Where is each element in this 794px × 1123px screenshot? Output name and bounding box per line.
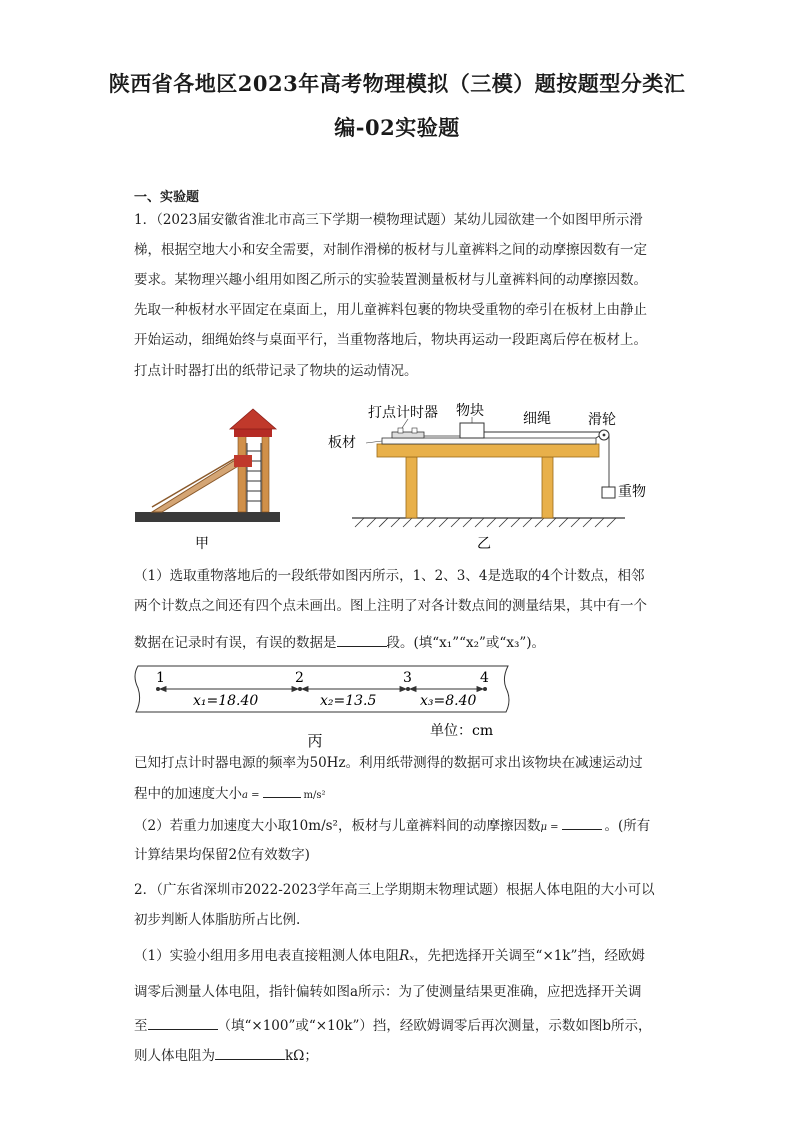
slide-ramp <box>152 457 240 512</box>
tape-unit: 单位：cm <box>430 723 494 739</box>
q1-line-1: 1．（2023届安徽省淮北市高三下学期一模物理试题）某幼儿园欲建一个如图甲所示滑 <box>134 212 643 228</box>
hanging-weight <box>602 487 615 498</box>
accel-symbol: a = <box>242 790 260 801</box>
tape-label-3: 3 <box>403 670 412 686</box>
label-timer: 打点计时器 <box>368 405 438 421</box>
tower-roof <box>230 409 276 429</box>
q1-part1-line3-text: 数据在记录时有误，有误的数据是 <box>134 635 337 651</box>
q2-line4-a: 则人体电阻为 <box>134 1048 215 1064</box>
q2-part1-text: （1）实验小组用多用电表直接粗测人体电阻 <box>134 948 400 964</box>
label-weight: 重物 <box>618 484 646 500</box>
fig-yi-caption: 乙 <box>477 536 491 552</box>
q1-frequency-line: 已知打点计时器电源的频率为50Hz。利用纸带测得的数据可求出该物块在减速运动过 <box>134 755 643 771</box>
fig-jia-caption: 甲 <box>195 536 209 552</box>
q1-part2-line <box>134 815 664 838</box>
answer-blank-acceleration[interactable] <box>263 783 301 798</box>
q1-line-4: 先取一种板材水平固定在桌面上，用儿童裤料包裹的物块受重物的牵引在板材上由静止 <box>134 302 647 318</box>
answer-blank-wrong-segment[interactable] <box>337 632 387 647</box>
accel-text: 程中的加速度大小 <box>134 786 242 802</box>
tape-caption: 丙 <box>307 732 323 750</box>
label-rope: 细绳 <box>523 411 551 427</box>
answer-blank-resistance[interactable] <box>215 1045 285 1060</box>
q1-part2-line-2: 计算结果均保留2位有效数字) <box>134 847 310 863</box>
ladder <box>247 443 261 512</box>
label-board: 板材 <box>328 435 356 451</box>
slide-figure <box>135 409 280 522</box>
q1-part1-line-3 <box>134 632 664 653</box>
q2-part1-tail: ，先把选择开关调至“×1k”挡，经欧姆 <box>414 948 645 964</box>
q1-part1-line3-tail: 段。(填“x₁”“x₂”或“x₃”)。 <box>386 635 546 651</box>
tape-x3: x₃=8.40 <box>420 693 477 709</box>
q1-part1-line-1: （1）选取重物落地后的一段纸带如图丙所示，1、2、3、4是选取的4个计数点，相邻 <box>134 568 645 584</box>
part2-tail: 。(所有 <box>604 818 651 834</box>
part2-text: （2）若重力加速度大小取10m/s²，板材与儿童裤料间的动摩擦因数 <box>134 818 541 834</box>
tape-label-1: 1 <box>156 670 165 686</box>
tape-label-4: 4 <box>480 670 489 686</box>
q1-accel-line <box>134 783 664 806</box>
ground-base <box>135 512 280 522</box>
q2-part1-line-3 <box>134 1015 664 1036</box>
q1-line-3: 要求。某物理兴趣小组用如图乙所示的实验装置测量板材与儿童裤料间的动摩擦因数。 <box>134 272 647 288</box>
tape-x1: x₁=18.40 <box>193 693 259 709</box>
tape-x2: x₂=13.5 <box>320 693 377 709</box>
label-block: 物块 <box>456 403 484 419</box>
q2-line-2: 初步判断人体脂肪所占比例. <box>134 912 301 928</box>
figure-jia-yi <box>130 395 670 555</box>
q2-line3-a: 至 <box>134 1018 148 1034</box>
timer-device <box>392 432 424 438</box>
apparatus-figure <box>352 417 625 527</box>
q1-part1-line-2: 两个计数点之间还有四个点未画出。图上注明了对各计数点间的测量结果，其中有一个 <box>134 598 647 614</box>
tower-cabin <box>234 429 272 437</box>
q2-line3-b: （填“×100”或“×10k”）挡，经欧姆调零后再次测量，示数如图b所示， <box>217 1018 652 1034</box>
q1-line-5: 开始运动，细绳始终与桌面平行，当重物落地后，物块再运动一段距离后停在板材上。 <box>134 332 647 348</box>
table-leg-left <box>406 457 417 518</box>
rx-symbol: Rₓ <box>399 948 415 964</box>
table-top <box>377 444 599 457</box>
block <box>460 423 484 438</box>
q2-line-1: 2．（广东省深圳市2022-2023学年高三上学期期末物理试题）根据人体电阻的大小可以 <box>134 882 655 898</box>
q2-part1-line-1 <box>134 946 664 966</box>
q1-line-6: 打点计时器打出的纸带记录了物块的运动情况。 <box>134 363 418 379</box>
label-pulley: 滑轮 <box>588 412 616 428</box>
q2-line4-b: kΩ； <box>285 1048 318 1064</box>
document-title-line1: 陕西省各地区2023年高考物理模拟（三模）题按题型分类汇 <box>108 71 686 96</box>
table-leg-right <box>542 457 553 518</box>
mu-symbol: μ = <box>540 822 559 833</box>
document-title-line2: 编-02实验题 <box>334 115 460 140</box>
answer-blank-range[interactable] <box>148 1015 218 1030</box>
board <box>382 438 596 444</box>
q1-line-2: 梯，根据空地大小和安全需要，对制作滑梯的板材与儿童裤料之间的动摩擦因数有一定 <box>134 242 647 258</box>
answer-blank-mu[interactable] <box>562 815 602 830</box>
q2-part1-line-4 <box>134 1045 664 1066</box>
tape-label-2: 2 <box>295 670 304 686</box>
section-heading: 一、实验题 <box>134 190 200 205</box>
accel-unit: m/s² <box>303 790 326 801</box>
q2-part1-line-2: 调零后测量人体电阻，指针偏转如图a所示：为了使测量结果更准确，应把选择开关调 <box>134 984 642 1000</box>
tape-figure <box>130 660 515 750</box>
